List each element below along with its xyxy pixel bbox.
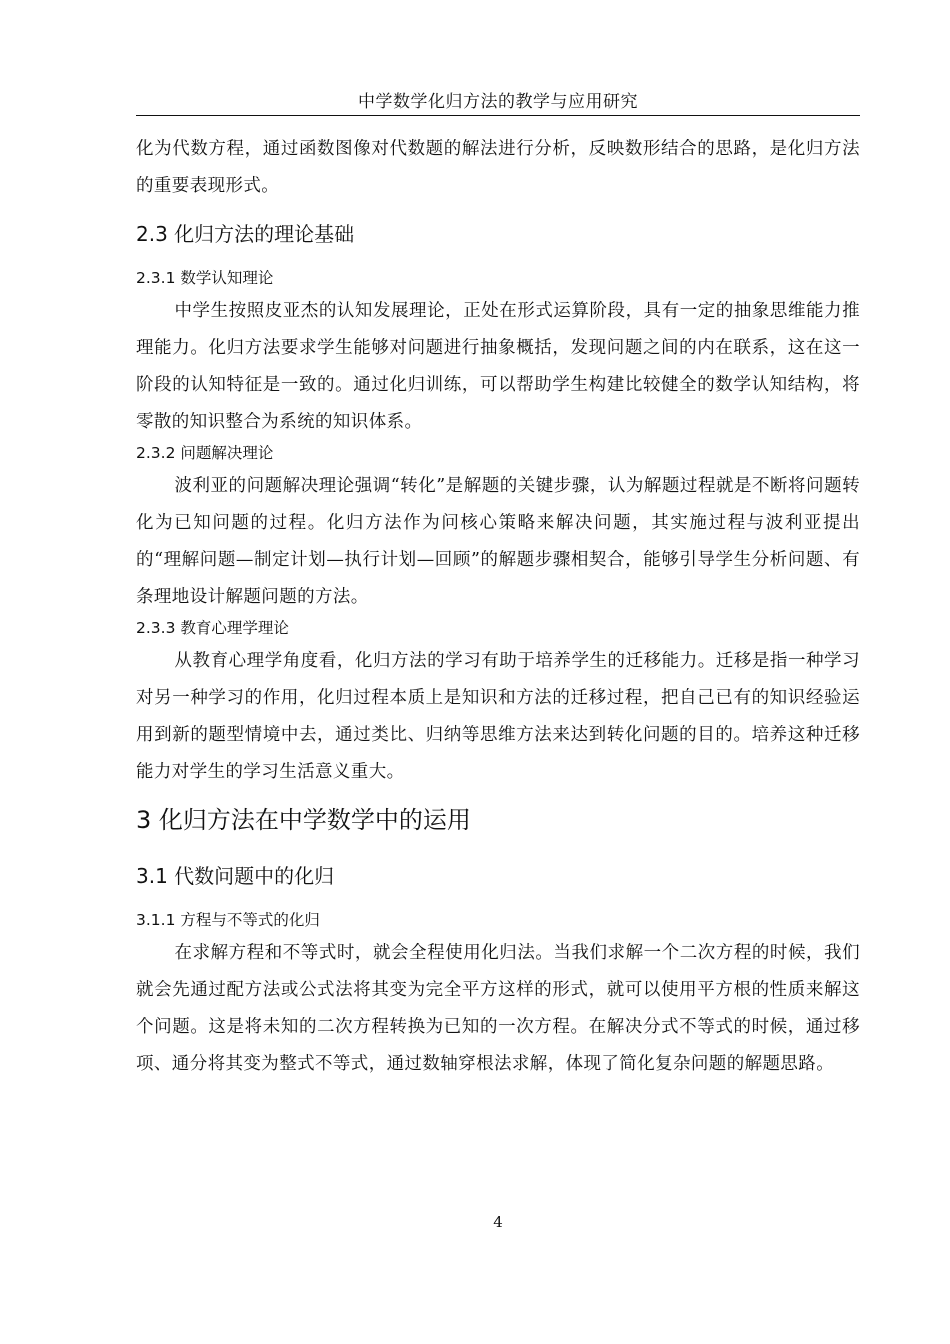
page-number: 4 (493, 1213, 503, 1231)
chapter-heading-3: 3 化归方法在中学数学中的运用 (136, 806, 471, 834)
main-content (136, 131, 860, 1083)
paragraph-2-3-2: 波利亚的问题解决理论强调“转化”是解题的关键步骤，认为解题过程就是不断将问题转化为已知问题的过程。化归方法作为问核心策略来解决问题，其实施过程与波利亚提出的“理解问题—制定计划—执行计划—回顾”的解题步骤相契合，能够引导学生分析问题、有条理地设计解题问题的方法。 (136, 476, 860, 607)
header-rule (136, 115, 860, 116)
paragraph-2-3-3: 从教育心理学角度看，化归方法的学习有助于培养学生的迁移能力。迁移是指一种学习对另一种学习的作用，化归过程本质上是知识和方法的迁移过程，把自己已有的知识经验运用到新的题型情境中去，通过类比、归纳等思维方法来达到转化问题的目的。培养这种迁移能力对学生的学习生活意义重大。 (136, 651, 860, 782)
paragraph-2-3-1: 中学生按照皮亚杰的认知发展理论，正处在形式运算阶段，具有一定的抽象思维能力推理能力。化归方法要求学生能够对问题进行抽象概括，发现问题之间的内在联系，这在这一阶段的认知特征是一致的。通过化归训练，可以帮助学生构建比较健全的数学认知结构，将零散的知识整合为系统的知识体系。 (136, 301, 860, 432)
subsection-heading-2-3-2: 2.3.2 问题解决理论 (136, 444, 274, 462)
section-heading-2-3: 2.3 化归方法的理论基础 (136, 222, 355, 246)
section-heading-3-1: 3.1 代数问题中的化归 (136, 864, 335, 888)
subsection-heading-2-3-3: 2.3.3 教育心理学理论 (136, 619, 289, 637)
paragraph-3-1-1: 在求解方程和不等式时，就会全程使用化归法。当我们求解一个二次方程的时候，我们就会先通过配方法或公式法将其变为完全平方这样的形式，就可以使用平方根的性质来解这个问题。这是将未知的二次方程转换为已知的一次方程。在解决分式不等式的时候，通过移项、通分将其变为整式不等式，通过数轴穿根法求解，体现了简化复杂问题的解题思路。 (136, 943, 860, 1074)
paragraph-intro: 化为代数方程，通过函数图像对代数题的解法进行分析，反映数形结合的思路，是化归方法的重要表现形式。 (136, 139, 860, 196)
running-header: 中学数学化归方法的教学与应用研究 (358, 92, 638, 112)
subsection-heading-2-3-1: 2.3.1 数学认知理论 (136, 269, 274, 287)
subsection-heading-3-1-1: 3.1.1 方程与不等式的化归 (136, 911, 320, 929)
